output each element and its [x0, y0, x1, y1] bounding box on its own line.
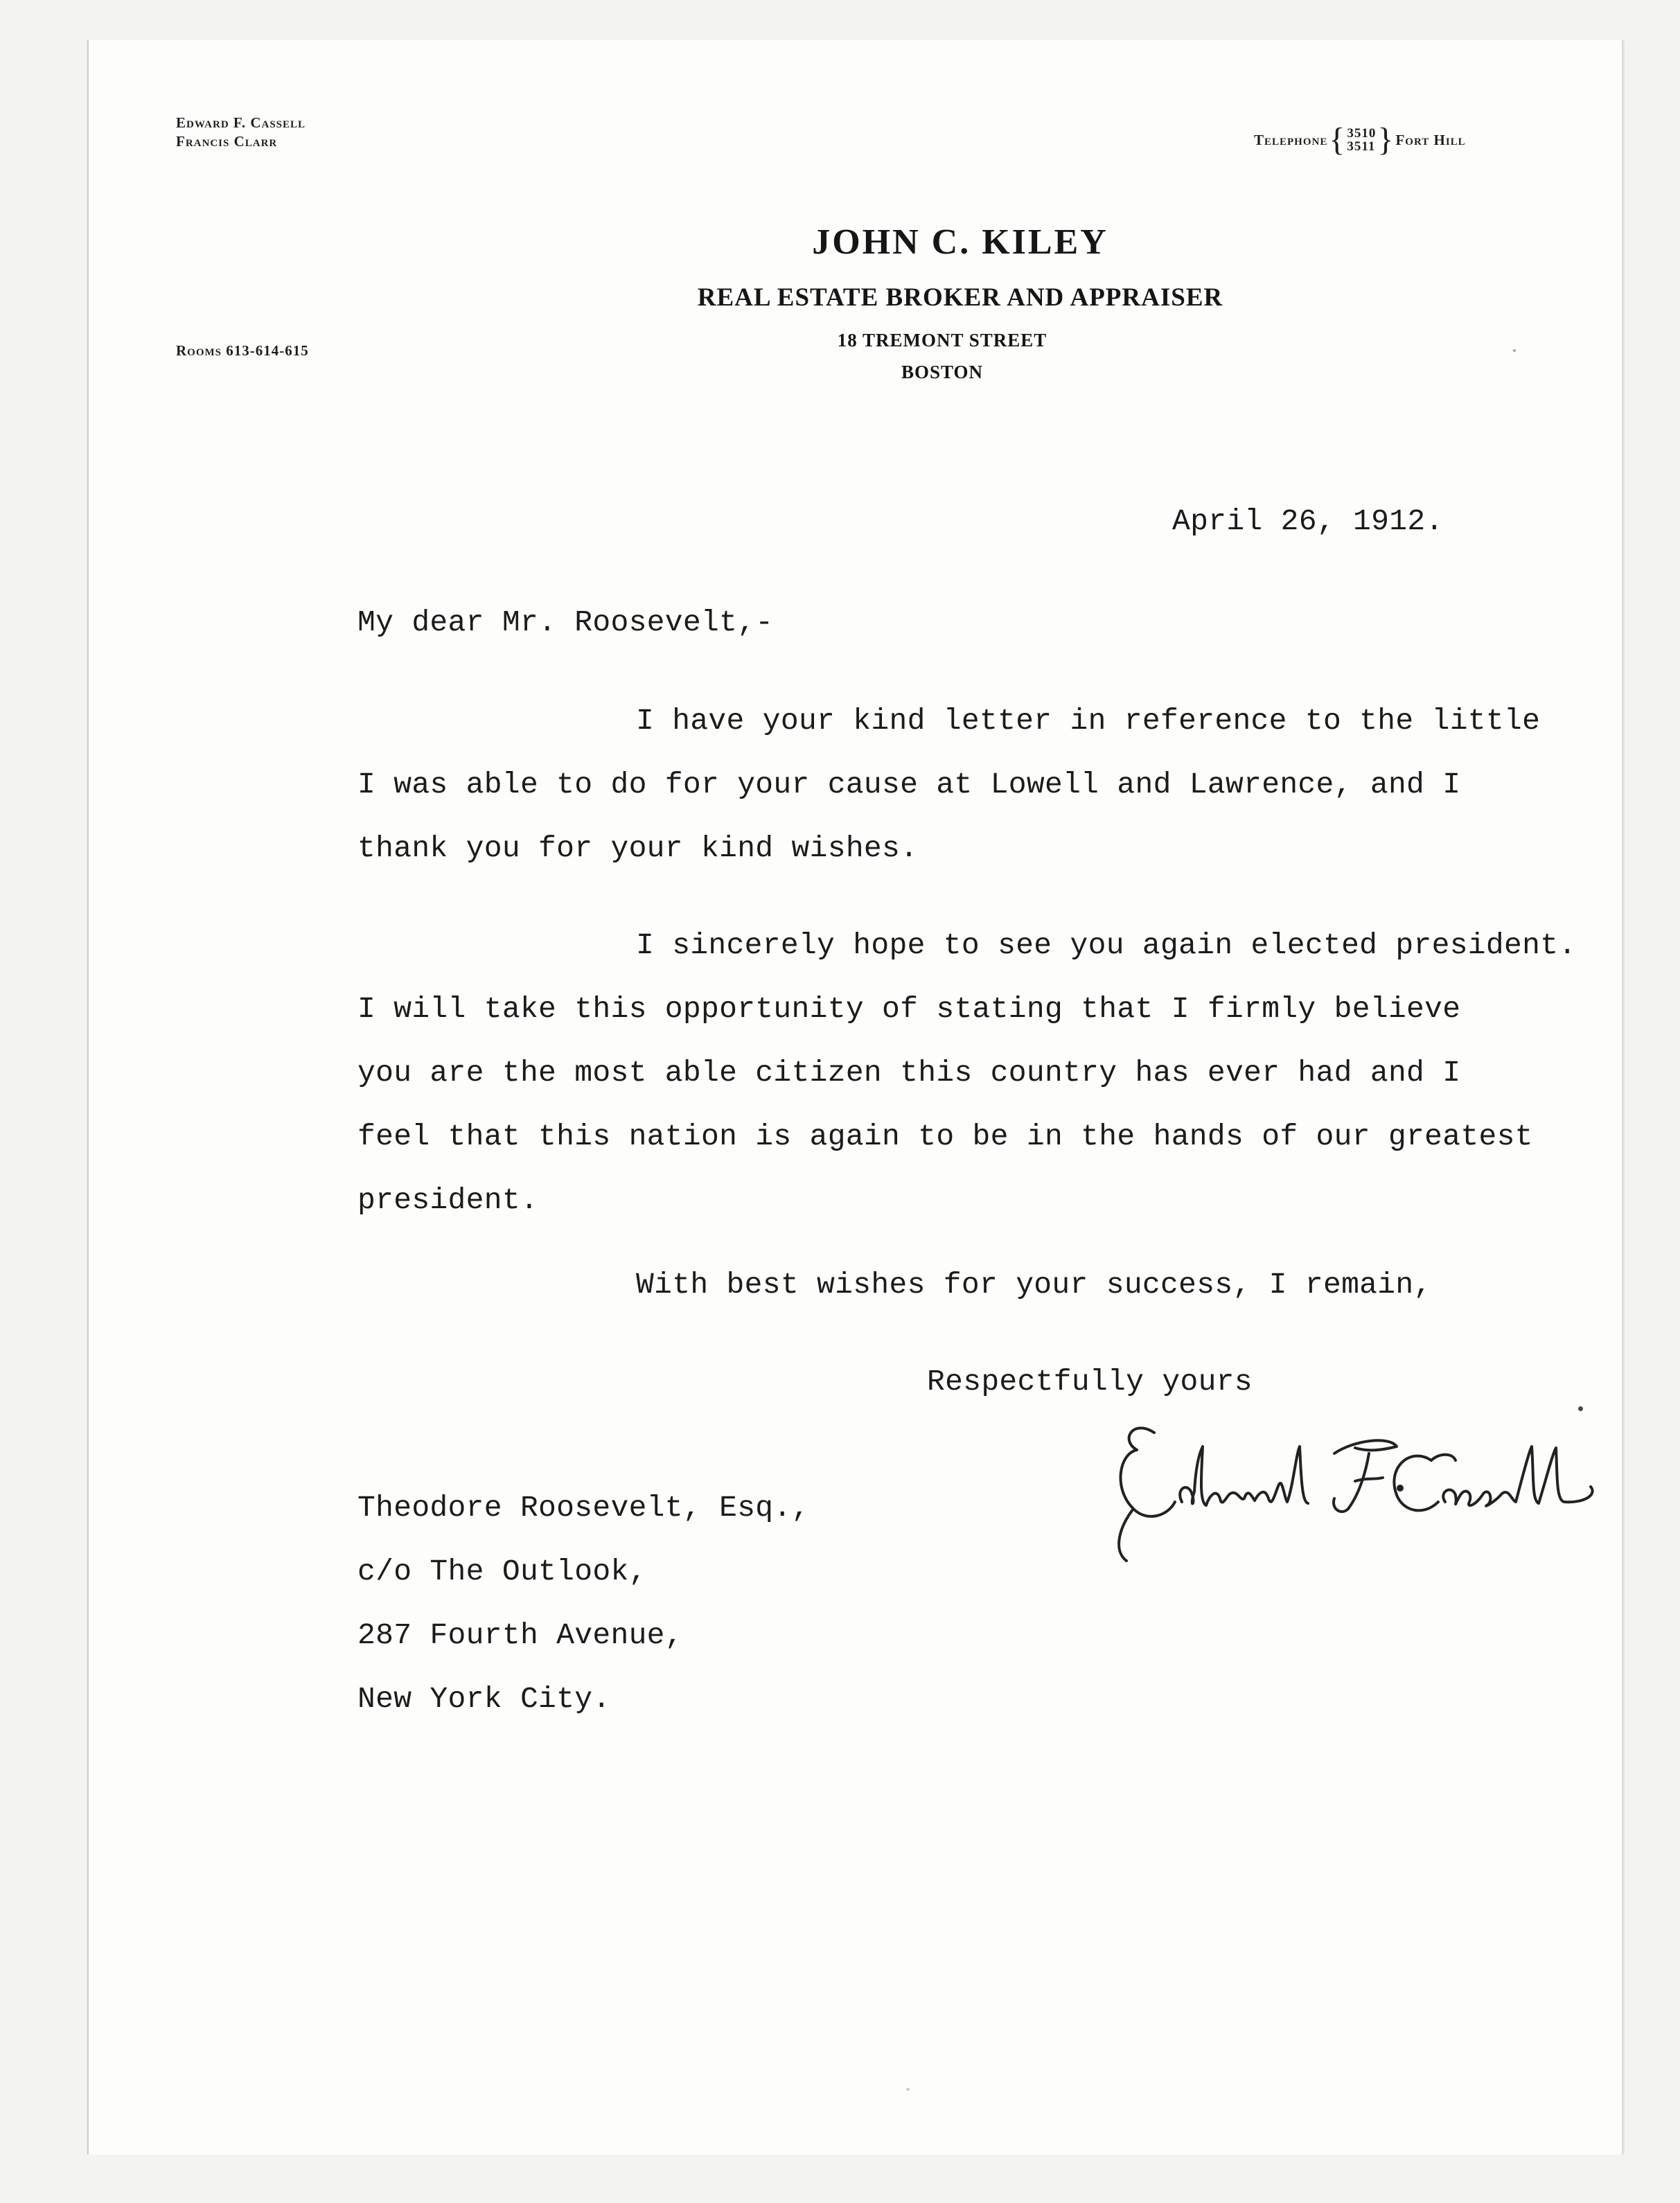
telephone-number: 3510 — [1347, 126, 1377, 141]
letterhead-telephone — [1254, 121, 1466, 158]
ink-fleck — [906, 2088, 910, 2091]
firm-title: REAL ESTATE BROKER AND APPRAISER — [697, 283, 1223, 312]
telephone-exchange: Fort Hill — [1395, 131, 1466, 148]
telephone-number: 3511 — [1347, 139, 1376, 154]
address-line: 287 Fourth Avenue, — [357, 1618, 683, 1652]
partner-name: Edward F. Cassell — [176, 114, 306, 131]
brace-left-glyph: { — [1329, 121, 1346, 158]
address-line: c/o The Outlook, — [357, 1555, 647, 1589]
firm-rooms: Rooms 613-614-615 — [176, 342, 309, 359]
partner-name: Francis Clarr — [176, 133, 278, 150]
paragraph-line: I will take this opportunity of stating that I firmly believe — [357, 992, 1461, 1026]
paragraph-line: feel that this nation is again to be in the hands of our greatest — [357, 1120, 1533, 1153]
paragraph-line: president. — [357, 1183, 539, 1217]
paragraph-line: you are the most able citizen this country has ever had and I — [357, 1056, 1461, 1090]
paragraph-line: I was able to do for your cause at Lowell and Lawrence, and I — [357, 768, 1461, 802]
telephone-numbers — [1347, 127, 1376, 153]
letter-date: April 26, 1912. — [1172, 504, 1444, 538]
closing-line: With best wishes for your success, I remain, — [636, 1268, 1432, 1302]
telephone-label: Telephone — [1254, 131, 1328, 148]
letterhead-partners — [176, 114, 306, 151]
ink-fleck — [1513, 349, 1516, 352]
paragraph-line: thank you for your kind wishes. — [357, 831, 919, 865]
brace-right-glyph: } — [1377, 121, 1395, 158]
signature-handwritten — [1106, 1412, 1623, 1578]
salutation: My dear Mr. Roosevelt,- — [357, 605, 774, 639]
ink-fleck — [1578, 1406, 1583, 1411]
signoff: Respectfully yours — [927, 1365, 1253, 1399]
paragraph-line: I have your kind letter in reference to the little — [636, 704, 1541, 738]
paragraph-line: I sincerely hope to see you again elected president. — [636, 928, 1577, 962]
firm-name: JOHN C. KILEY — [812, 222, 1108, 262]
firm-city: BOSTON — [901, 362, 984, 382]
address-line: New York City. — [357, 1682, 611, 1716]
letter-page — [87, 40, 1623, 2155]
address-line: Theodore Roosevelt, Esq., — [357, 1491, 810, 1525]
firm-street: 18 TREMONT STREET — [837, 330, 1047, 351]
